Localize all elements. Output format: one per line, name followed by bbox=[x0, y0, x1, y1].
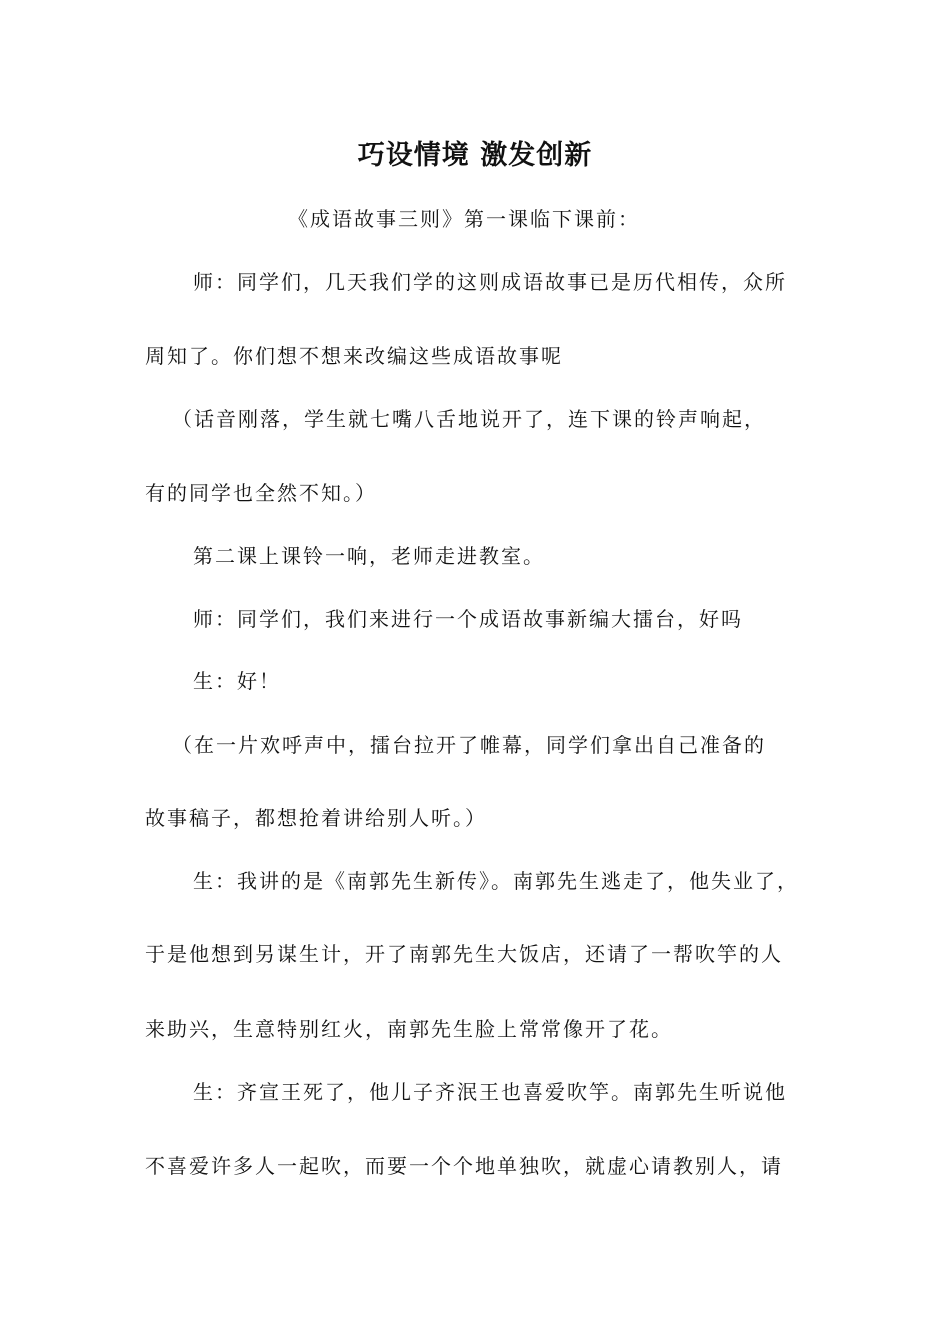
lesson-intro: 《成语故事三则》第一课临下课前： bbox=[288, 207, 640, 231]
paragraph-line: 有的同学也全然不知。） bbox=[145, 481, 377, 505]
paragraph-line: 生：齐宣王死了，他儿子齐泯王也喜爱吹竽。南郭先生听说他 bbox=[193, 1080, 787, 1104]
page-title: 巧设情境 激发创新 bbox=[357, 140, 593, 171]
paragraph-line: 生：我讲的是《南郭先生新传》。南郭先生逃走了，他失业了， bbox=[193, 869, 799, 893]
paragraph-line: 不喜爱许多人一起吹，而要一个个地单独吹，就虚心请教别人，请 bbox=[145, 1154, 783, 1178]
paragraph-line: 来助兴，生意特别红火，南郭先生脸上常常像开了花。 bbox=[145, 1017, 673, 1041]
paragraph-line: 师：同学们，几天我们学的这则成语故事已是历代相传，众所 bbox=[193, 270, 787, 294]
paragraph-line: （在一片欢呼声中，擂台拉开了帷幕，同学们拿出自己准备的 bbox=[172, 733, 766, 757]
paragraph-line: 师：同学们，我们来进行一个成语故事新编大擂台，好吗 bbox=[193, 607, 743, 631]
paragraph-line: 故事稿子，都想抢着讲给别人听。） bbox=[145, 806, 487, 830]
paragraph-line: 周知了。你们想不想来改编这些成语故事呢 bbox=[145, 344, 563, 368]
paragraph-line: （话音刚落，学生就七嘴八舌地说开了，连下课的铃声响起， bbox=[172, 407, 766, 431]
paragraph-line: 第二课上课铃一响，老师走进教室。 bbox=[193, 544, 545, 568]
paragraph-line: 于是他想到另谋生计，开了南郭先生大饭店，还请了一帮吹竽的人 bbox=[145, 942, 783, 966]
paragraph-line: 生：好！ bbox=[193, 669, 281, 693]
